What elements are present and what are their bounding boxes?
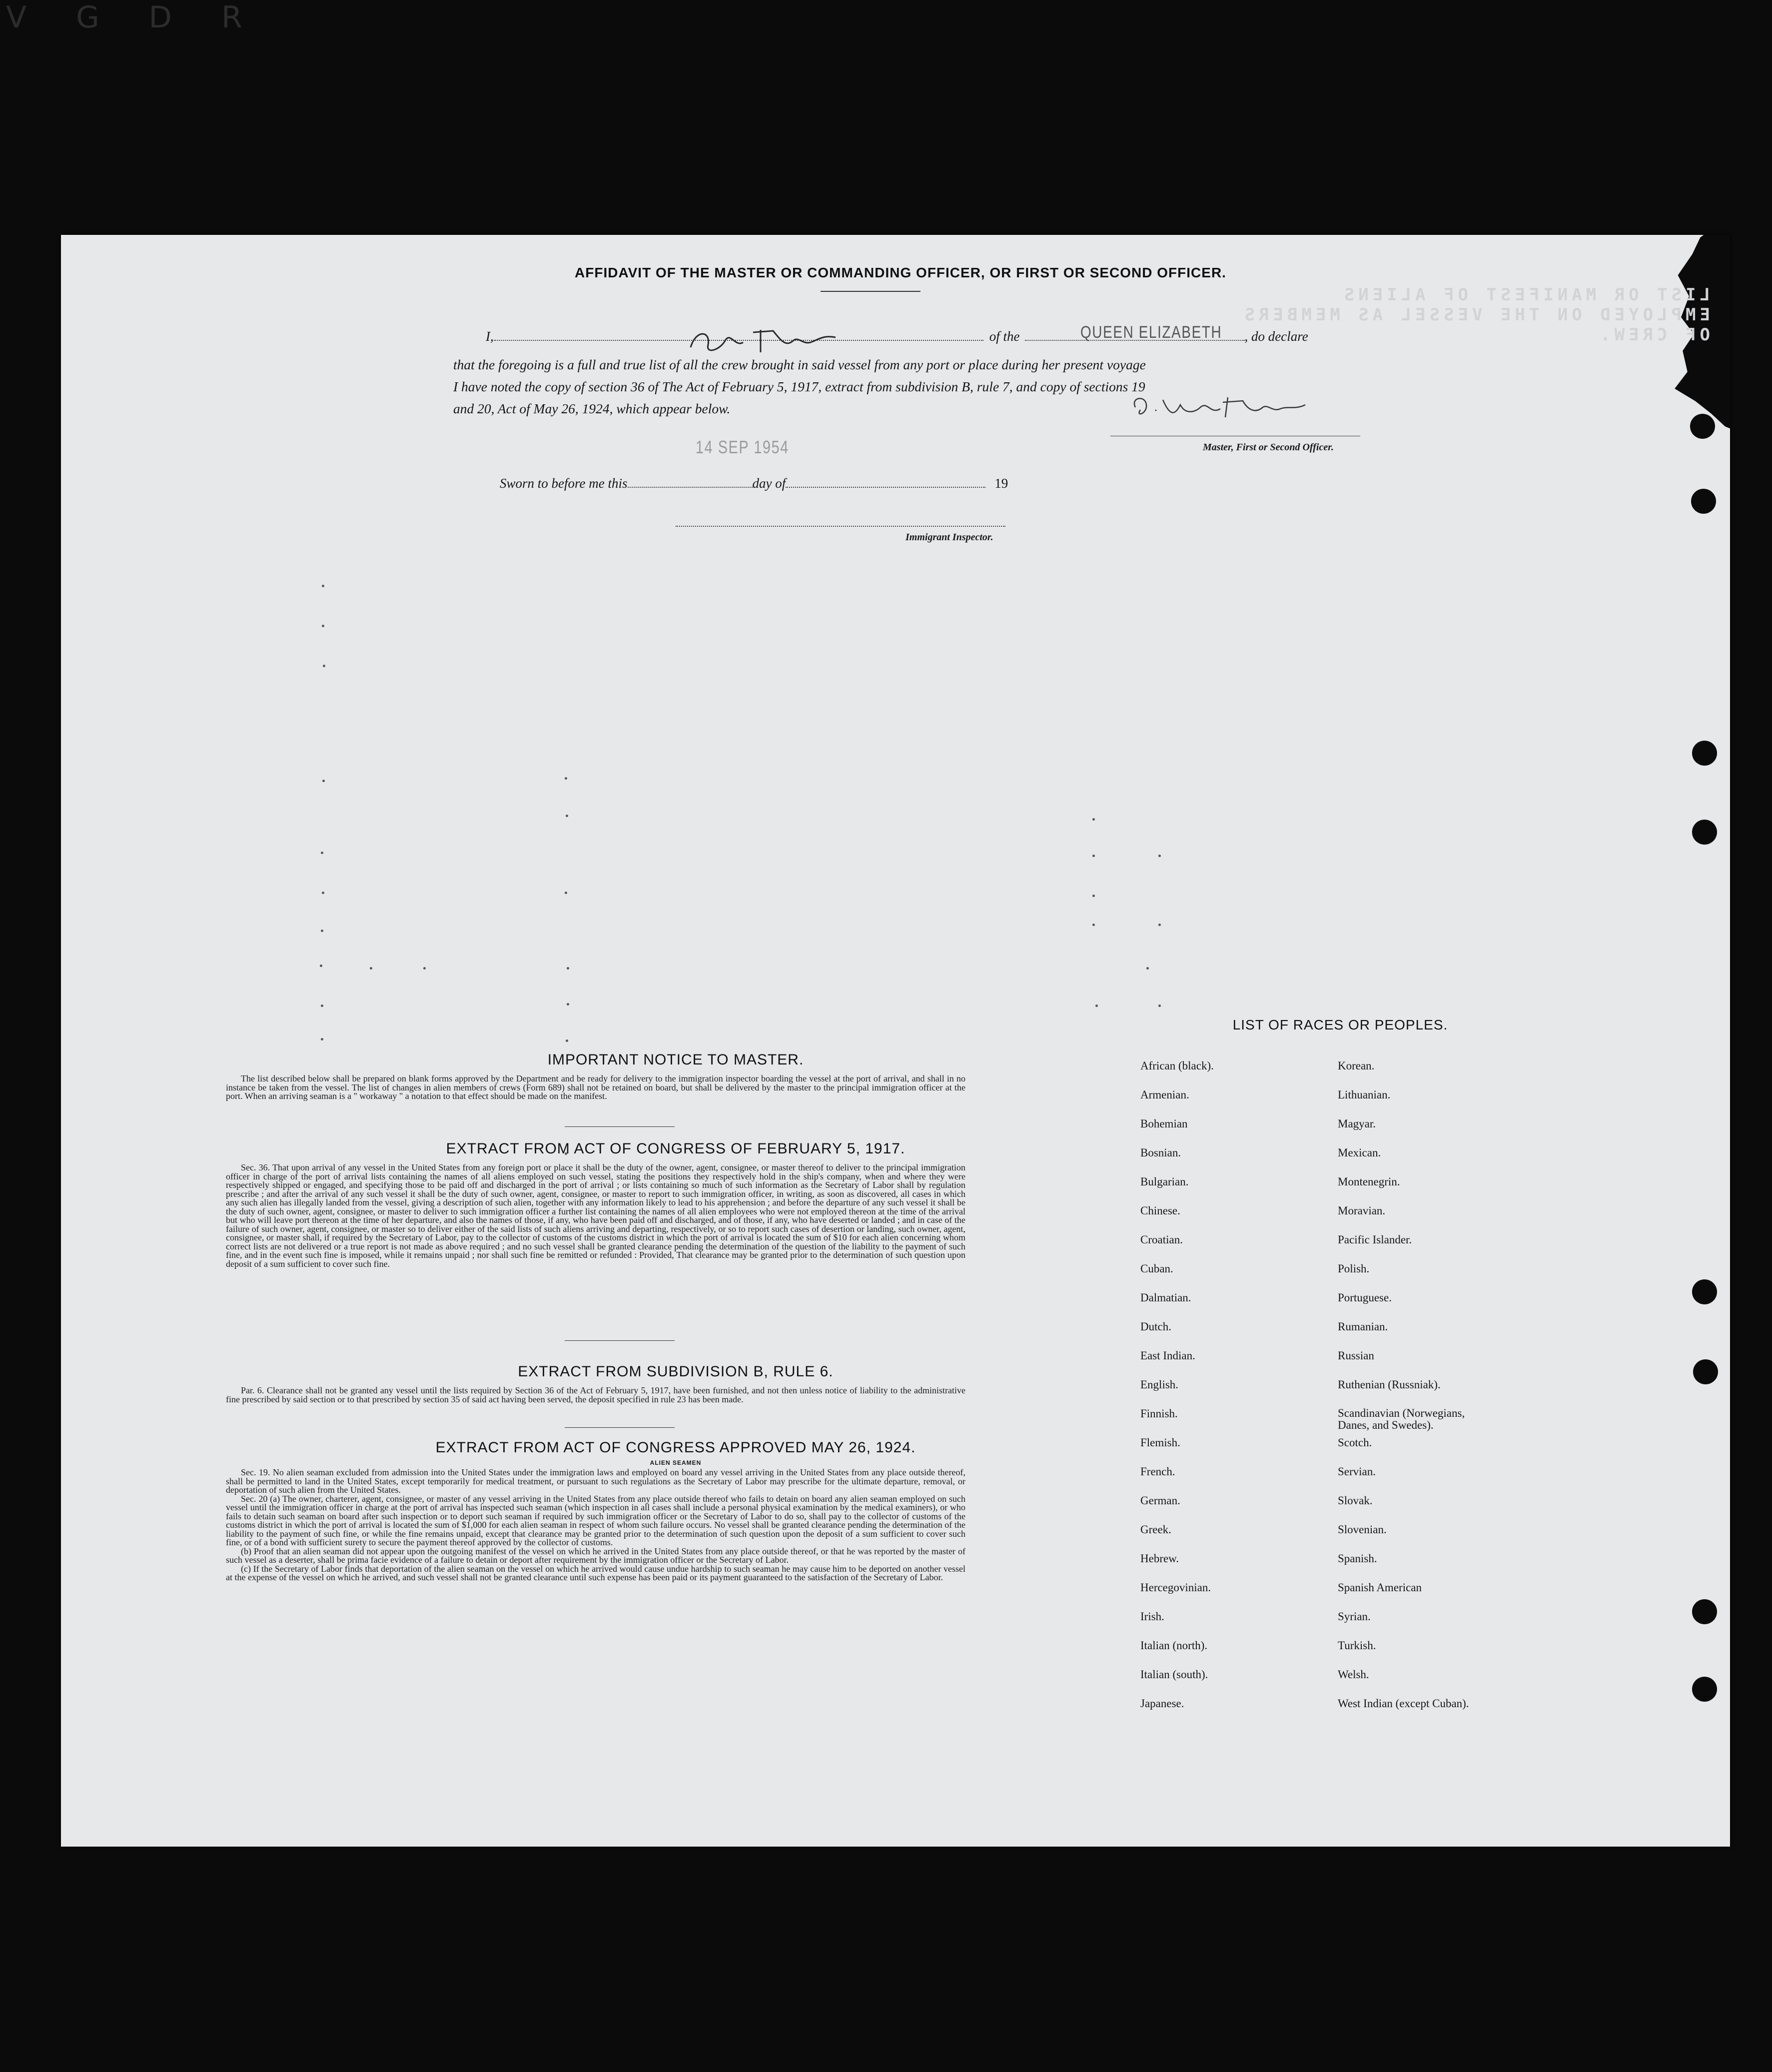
mark: [423, 967, 426, 970]
race-item: West Indian (except Cuban).: [1338, 1697, 1469, 1710]
race-item: Bohemian: [1140, 1117, 1188, 1130]
race-item: Scotch.: [1338, 1436, 1372, 1449]
race-item: Dalmatian.: [1140, 1291, 1191, 1304]
binder-hole: [1692, 1599, 1717, 1624]
race-item: Moravian.: [1338, 1204, 1386, 1217]
notice-text: [226, 1074, 965, 1101]
race-item: Slovenian.: [1338, 1523, 1387, 1536]
mark: [1092, 924, 1095, 926]
race-item: German.: [1140, 1494, 1180, 1507]
race-item: Russian: [1338, 1349, 1374, 1362]
binder-hole: [1692, 820, 1717, 845]
race-item: Cuban.: [1140, 1262, 1173, 1275]
date-stamp: 14 SEP 1954: [696, 437, 789, 457]
mark: [1158, 924, 1161, 926]
race-item: Bulgarian.: [1140, 1175, 1189, 1188]
race-item: Flemish.: [1140, 1436, 1180, 1449]
race-item: Slovak.: [1338, 1494, 1373, 1507]
race-item: Italian (south).: [1140, 1668, 1208, 1681]
bleed-through-text: LIST OR MANIFEST OF ALIENS EMPLOYED ON THE VESSEL AS MEMBERS OF CREW.: [1240, 285, 1710, 345]
mark: [321, 930, 323, 932]
section-rule: [565, 1126, 675, 1127]
act-1924-subtitle: ALIEN SEAMEN: [650, 1459, 702, 1466]
mark: [322, 780, 325, 782]
race-item: Polish.: [1338, 1262, 1370, 1275]
races-list: [1140, 1059, 1590, 1759]
act-1917-title: EXTRACT FROM ACT OF CONGRESS OF FEBRUARY 5, 1917.: [446, 1140, 905, 1157]
race-item: Korean.: [1338, 1059, 1375, 1072]
mark: [322, 892, 324, 894]
vessel-name-stamp: QUEEN ELIZABETH: [1080, 323, 1222, 342]
mark: [321, 1038, 323, 1040]
race-item: Syrian.: [1338, 1610, 1371, 1623]
race-item: Turkish.: [1338, 1639, 1376, 1652]
rule-6-title: EXTRACT FROM SUBDIVISION B, RULE 6.: [518, 1363, 834, 1380]
race-item: Bosnian.: [1140, 1146, 1181, 1159]
act-1924-section-20b: (b) Proof that an alien seaman did not appear upon the outgoing manifest of the vessel on which he arrived in the United States from any place outside thereof, or that he was reported by the master of such vessel as a deserter, shall be prima facie evidence of a failure to detain or deport after requirement by the immigration officer or the Secretary of Labor.: [226, 1546, 965, 1565]
race-item: Hebrew.: [1140, 1552, 1179, 1565]
binder-hole: [1691, 489, 1716, 514]
race-item: Servian.: [1338, 1465, 1376, 1478]
affidavit-line-2: that the foregoing is a full and true list of all the crew brought in said vessel from any port or place during her present voyage: [453, 357, 1146, 372]
binder-hole: [1692, 1677, 1717, 1702]
mark: [566, 1039, 568, 1042]
mark: [1095, 1005, 1098, 1007]
race-item: Ruthenian (Russniak).: [1338, 1378, 1441, 1391]
act-1924-text: [226, 1468, 965, 1582]
of-the-label: of the: [989, 329, 1020, 344]
sworn-day-field: [628, 487, 753, 488]
section-rule: [565, 1427, 675, 1428]
mark: [320, 965, 322, 967]
race-item: Hercegovinian.: [1140, 1581, 1211, 1594]
race-item: Welsh.: [1338, 1668, 1369, 1681]
race-item: Spanish American: [1338, 1581, 1422, 1594]
mark: [322, 585, 324, 587]
race-item: Lithuanian.: [1338, 1088, 1391, 1101]
mark: [567, 1003, 569, 1006]
mark: [1158, 1005, 1161, 1007]
binder-hole: [1693, 1359, 1718, 1384]
section-rule: [565, 1340, 675, 1341]
mark: [323, 665, 325, 667]
race-item: Magyar.: [1338, 1117, 1376, 1130]
race-item: Chinese.: [1140, 1204, 1180, 1217]
mark: [1158, 855, 1161, 857]
sworn-month-field: [786, 487, 985, 488]
race-item: East Indian.: [1140, 1349, 1195, 1362]
notice-paragraph: The list described below shall be prepared on blank forms approved by the Department and be ready for delivery to the immigration inspector boarding the vessel at the port of arrival, and shall in no instance be taken from the vessel. The list of changes in alien members of crews (Form 689) shall not be retained on board, but shall be delivered by the master to the principal immigration officer at the port. When an arriving seaman is a " workaway " a notation to that effect should be made on the manifest.: [226, 1073, 965, 1101]
act-1924-section-20c: (c) If the Secretary of Labor finds that deportation of the alien seaman on the vessel on which he arrived would cause undue hardship to such seaman he may cause him to be deported on another vessel at the expense of the vessel on which he arrived, and such vessel shall not be granted clearance until such expense has been paid or its payment guaranteed to the satisfaction of the Secretary of Labor.: [226, 1563, 965, 1582]
affidavit-line-4: and 20, Act of May 26, 1924, which appear below.: [453, 401, 731, 416]
mark: [370, 967, 372, 970]
year-prefix: 19: [994, 476, 1008, 491]
mark: [565, 777, 567, 780]
race-item: English.: [1140, 1378, 1179, 1391]
race-item: Armenian.: [1140, 1088, 1189, 1101]
mark: [1092, 895, 1095, 897]
sworn-prefix: Sworn to before me this: [500, 476, 628, 491]
mark: [321, 1005, 323, 1007]
race-item: Scandinavian (Norwegians, Danes, and Swedes).: [1338, 1407, 1465, 1431]
mark: [1146, 967, 1149, 970]
race-item: Montenegrin.: [1338, 1175, 1400, 1188]
race-item: Croatian.: [1140, 1233, 1183, 1246]
binder-hole: [1692, 1279, 1717, 1304]
act-1917-text: [226, 1163, 965, 1268]
race-item: Dutch.: [1140, 1320, 1171, 1333]
declarant-prefix: I,: [486, 329, 494, 344]
mark: [321, 852, 323, 854]
race-item: Greek.: [1140, 1523, 1171, 1536]
binder-hole: [1692, 741, 1717, 766]
title-rule: [821, 291, 920, 292]
sworn-line: [500, 476, 1008, 491]
notice-title: IMPORTANT NOTICE TO MASTER.: [547, 1051, 804, 1068]
binder-hole: [1690, 414, 1715, 439]
race-item: Mexican.: [1338, 1146, 1381, 1159]
handwritten-name: [686, 320, 846, 360]
rule-6-paragraph: Par. 6. Clearance shall not be granted any vessel until the lists required by Section 36 of the Act of February 5, 1917, have been furnished, and not then unless notice of liability to the administrative fine prescribed by said section or to that prescribed by section 35 of said act having been served, the deposit specified in rule 23 has been made.: [226, 1385, 965, 1404]
race-item: Irish.: [1140, 1610, 1164, 1623]
race-item: Finnish.: [1140, 1407, 1178, 1420]
race-item: French.: [1140, 1465, 1175, 1478]
do-declare-label: , do declare: [1244, 329, 1308, 344]
master-caption: Master, First or Second Officer.: [1203, 442, 1334, 453]
affidavit-line-3: I have noted the copy of section 36 of The Act of February 5, 1917, extract from subdivision B, rule 7, and copy of sections 19: [453, 379, 1145, 394]
master-signature: [1125, 390, 1315, 425]
act-1924-title: EXTRACT FROM ACT OF CONGRESS APPROVED MAY 26, 1924.: [435, 1439, 916, 1456]
document-page: [61, 235, 1730, 1847]
act-1924-section-20a: Sec. 20 (a) The owner, charterer, agent, consignee, or master of any vessel arriving in the United States from any place outside thereof who fails to detain on board any alien seaman employed on such vessel until the immigration officer in charge at the port of arrival has inspected such seaman (which inspection in all cases shall include a personal physical examination by the medical examiners), or who fails to detain such seaman on board after such inspection or to deport such seaman if required by such immigration officer or the Secretary of Labor to do so, shall pay to the collector of customs of the customs district in which the port of arrival is located the sum of $1,000 for each alien seaman in respect of whom such failure occurs. No vessel shall be granted clearance pending the determination of the liability to the payment of such fine, or while the fine remains unpaid, except that clearance may be granted prior to the determination of such question upon the deposit of a sum sufficient to cover such fine, or of a bond with sufficient surety to secure the payment thereof approved by the collector of customs.: [226, 1493, 965, 1547]
race-item: Pacific Islander.: [1338, 1233, 1412, 1246]
affidavit-title: AFFIDAVIT OF THE MASTER OR COMMANDING OFFICER, OR FIRST OR SECOND OFFICER.: [575, 265, 1226, 280]
mark: [566, 815, 568, 817]
race-item: Japanese.: [1140, 1697, 1184, 1710]
act-1917-paragraph: Sec. 36. That upon arrival of any vessel in the United States from any foreign port or place it shall be the duty of the owner, agent, consignee, or master thereof to deliver to the principal immigration officer in charge of the port of arrival lists containing the names of all aliens employed on such vessel, stating the positions they respectively hold in the ship's company, when and where they were respectively shipped or engaged, and specifying those to be paid off and discharged in the port of arrival ; or lists containing so much of such information as the Secretary of Labor shall by regulation prescribe ; and after the arrival of any such vessel it shall be the duty of such owner, agent, consignee, or master to report to such immigration officer, in writing, as soon as discovered, all cases in which any such alien has illegally landed from the vessel, giving a description of such alien, together with any information likely to lead to his apprehension ; and before the departure of any such vessel it shall be the duty of such owner, agent, consignee, or master to deliver to such immigration officer a further list containing the names of all alien employees who were not employed thereon at the time of the arrival but who will leave port thereon at the time of her departure, and also the names of those, if any, who have been paid off and discharged, and of those, if any, who have deserted or landed ; and in case of the failure of such owner, agent, consignee, or master so to deliver either of the said lists of such aliens arriving and departing, respectively, or so to report such cases of desertion or landing, such owner, agent, consignee, or master shall, if required by the Secretary of Labor, pay to the collector of customs of the customs district in which the port of arrival is located the sum of $10 for each alien concerning whom correct lists are not delivered or a true report is not made as above required ; and no such vessel shall be granted clearance pending the determination of the question of the liability to the payment of such fine, and in the event such fine is imposed, while it remains unpaid ; nor shall such fine be remitted or refunded : Provided, That clearance may be granted prior to the determination of such question upon deposit of a sum sufficient to cover such fine.: [226, 1162, 965, 1269]
races-title: LIST OF RACES OR PEOPLES.: [1232, 1017, 1448, 1033]
day-of-label: day of: [752, 476, 786, 491]
mark: [1092, 818, 1095, 821]
act-1924-section-19: Sec. 19. No alien seaman excluded from admission into the United States under the immigration laws and employed on board any vessel arriving in the United States from any place outside thereof, shall be permitted to land in the United States, except temporarily for medical treatment, or pursuant to such regulations as the Secretary of Labor may prescribe for the ultimate departure, removal, or deportation of such alien from the United States.: [226, 1467, 965, 1495]
race-item: Italian (north).: [1140, 1639, 1208, 1652]
inspector-signature-line: [676, 526, 1005, 527]
inspector-caption: Immigrant Inspector.: [905, 532, 993, 543]
mark: [1092, 855, 1095, 857]
mark: [565, 892, 567, 894]
race-item: Portuguese.: [1338, 1291, 1392, 1304]
rule-6-text: [226, 1386, 965, 1404]
race-item: African (black).: [1140, 1059, 1214, 1072]
mark: [567, 967, 569, 970]
race-item: Rumanian.: [1338, 1320, 1388, 1333]
race-item: Spanish.: [1338, 1552, 1377, 1565]
mark: [322, 625, 324, 627]
film-edge-marks: V G D R: [6, 0, 262, 35]
